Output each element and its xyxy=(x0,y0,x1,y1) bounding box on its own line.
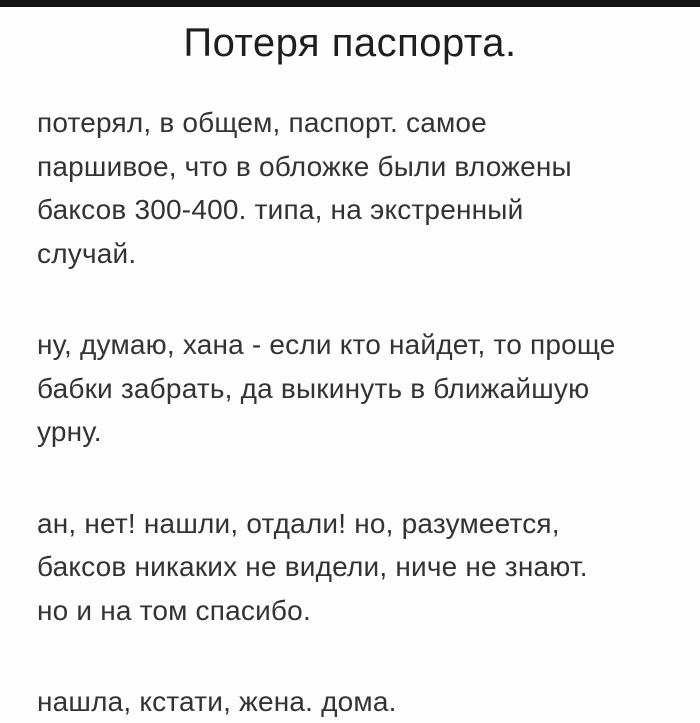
text-line: случай. xyxy=(37,237,137,269)
top-black-bar xyxy=(0,0,700,7)
text-line: бабки забрать, да выкинуть в ближайшую xyxy=(37,372,590,404)
paragraph-3 xyxy=(37,502,670,633)
text-line: но и на том спасибо. xyxy=(37,594,311,626)
text-line: баксов 300-400. типа, на экстренный xyxy=(37,194,524,225)
text-line: ан, нет! нашли, отдали! но, разумеется, xyxy=(37,507,560,539)
text-line: нашла, кстати, жена. дома. xyxy=(37,686,397,717)
text-line: баксов никаких не видели, ниче не знают. xyxy=(37,551,588,582)
text-line: урну. xyxy=(37,416,102,447)
paragraph-2 xyxy=(37,323,670,454)
paragraph-4 xyxy=(37,680,670,723)
story-text xyxy=(0,101,700,723)
text-line: ну, думаю, хана - если кто найдет, то проще xyxy=(37,329,616,360)
text-line: потерял, в общем, паспорт. самое xyxy=(37,107,487,138)
text-line: паршивое, что в обложке были вложены xyxy=(37,150,572,182)
page-title: Потеря паспорта. xyxy=(183,21,517,65)
paragraph-1 xyxy=(37,101,670,275)
